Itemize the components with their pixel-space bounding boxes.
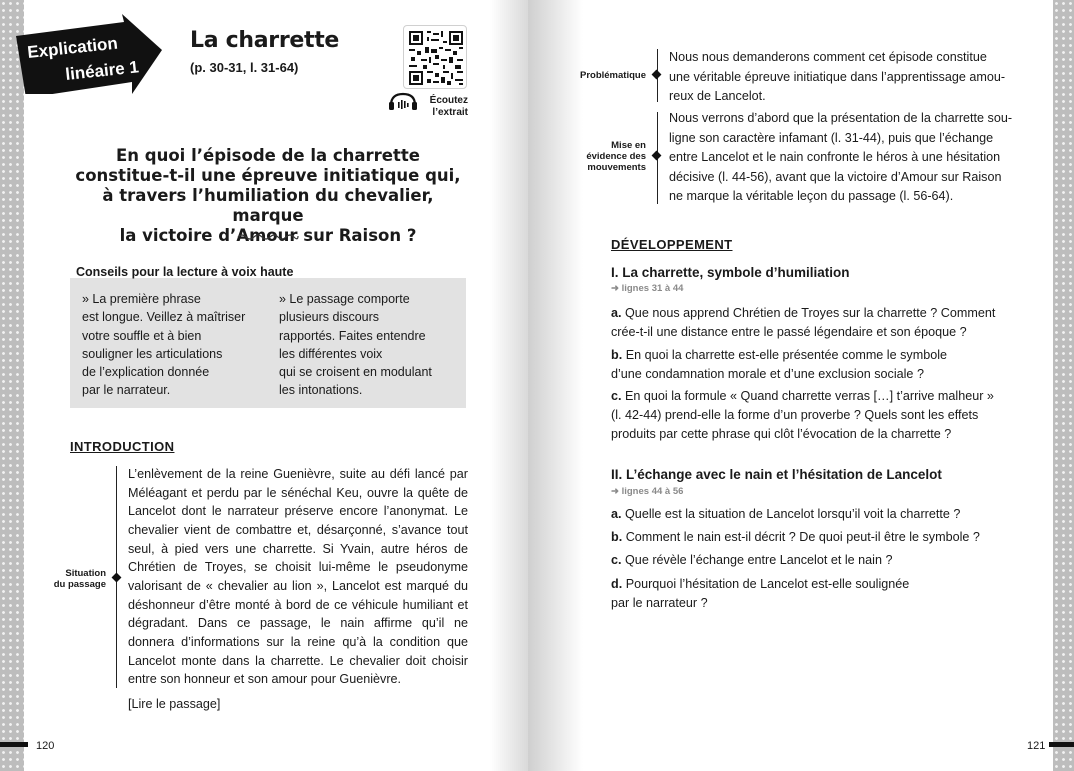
question-item — [611, 505, 1011, 524]
mouvements-line: Nous verrons d’abord que la présentation de la charrette sou- — [669, 111, 1013, 125]
right-margin-pattern — [1053, 0, 1074, 771]
question-letter: a. — [611, 306, 622, 320]
question-item — [611, 346, 1011, 384]
question-text: En quoi la charrette est-elle présentée comme le symbole — [625, 348, 948, 362]
question-line: En quoi l’épisode de la charrette — [116, 146, 420, 165]
page-number-left: 120 — [36, 740, 55, 752]
listen-caption-line2: l’extrait — [432, 107, 468, 118]
advice-line: les différentes voix — [279, 346, 383, 361]
situation-label-line2: du passage — [53, 579, 106, 590]
situation-label-line1: Situation — [65, 568, 106, 579]
footer-bar-right — [1049, 742, 1074, 747]
page-number-right: 121 — [1027, 740, 1046, 752]
mouvements-line: entre Lancelot et le nain confronte le héros à une hésitation — [669, 150, 1001, 164]
question-item — [611, 528, 1011, 547]
advice-line: de l’explication donnée — [82, 365, 210, 380]
question-letter: c. — [611, 553, 622, 567]
diamond-bullet — [652, 151, 662, 161]
problematique-label: Problématique — [580, 70, 646, 81]
diamond-bullet — [652, 70, 662, 80]
advice-title: Conseils pour la lecture à voix haute — [76, 265, 294, 279]
advice-line: » La première phrase — [82, 292, 201, 306]
advice-line: rapportés. Faites entendre — [279, 328, 426, 343]
question-text: Que révèle l’échange entre Lancelot et le nain ? — [625, 553, 893, 567]
banner-line2: linéaire 1 — [64, 57, 140, 84]
problematique-text — [669, 48, 1014, 107]
question-letter: c. — [611, 389, 622, 403]
advice-line: plusieurs discours — [279, 310, 380, 325]
situation-label — [40, 568, 106, 590]
mouvements-label-line: Mise en — [611, 140, 646, 151]
advice-column-1 — [82, 290, 272, 400]
advice-line: par le narrateur. — [82, 383, 171, 398]
question-item — [611, 551, 1011, 570]
mouvements-line: ne marque la véritable leçon du passage (l. 56-64). — [669, 189, 954, 203]
mouvements-label-line: mouvements — [587, 162, 646, 173]
problematique-line: reux de Lancelot. — [669, 89, 766, 103]
question-text: En quoi la formule « Quand charrette verras […] t’arrive malheur » — [625, 389, 994, 403]
mouvements-text — [669, 109, 1014, 207]
question-text: crée-t-il une distance entre le passé légendaire et son époque ? — [611, 325, 967, 339]
question-text: Quelle est la situation de Lancelot lorsqu’il voit la charrette ? — [625, 507, 961, 521]
qr-code[interactable] — [403, 25, 467, 89]
question-item — [611, 575, 1011, 613]
question-text: par le narrateur ? — [611, 596, 708, 610]
mouvements-label-line: évidence des — [586, 151, 646, 162]
diamond-bullet — [112, 573, 122, 583]
mouvements-label — [560, 140, 646, 173]
listen-caption[interactable] — [420, 95, 468, 119]
gutter-shadow-right — [528, 0, 583, 771]
question-letter: d. — [611, 577, 623, 591]
part2-lines-ref: ➜ lignes 44 à 56 — [611, 486, 684, 497]
introduction-text: L’enlèvement de la reine Guenièvre, suite au défi lancé par Méléagant et perdu par le sénéchal Keu, ouvre la quête de Lancelot dont le narrateur préserve encore l’anonymat. Le chevalier vient de combattre et, désarçonné, s’avance tout seul, à pied vers une charrette. Si Yvain, autre héros de Chrétien de Troyes, se choisit lui-même le pseudonyme valorisant de « chevalier au lion », Lancelot est marqué du déshonneur d’être monté à bord de ce véhicule humiliant et dégradant. Dans ce passage, le nain affirme qu’il ne donnera d’informations sur la reine qu’à la condition que Lancelot monte dans la charrette. Le chevalier doit choisir entre son honneur et son amour pour Guenièvre. — [128, 467, 468, 687]
headphones-icon — [388, 91, 418, 116]
question-letter: a. — [611, 507, 622, 521]
listen-caption-line1: Écoutez — [429, 95, 468, 106]
left-margin-pattern — [0, 0, 24, 771]
question-letter: b. — [611, 530, 623, 544]
advice-line: est longue. Veillez à maîtriser — [82, 310, 246, 325]
advice-column-2 — [279, 290, 464, 400]
question-text: Comment le nain est-il décrit ? De quoi peut-il être le symbole ? — [625, 530, 980, 544]
advice-line: votre souffle et à bien — [82, 328, 202, 343]
development-heading: DÉVELOPPEMENT — [611, 237, 733, 252]
page-title: La charrette — [190, 28, 340, 53]
question-line: la victoire d’Amour sur Raison ? — [119, 226, 417, 245]
advice-line: souligner les articulations — [82, 346, 223, 361]
question-item — [611, 304, 1011, 342]
part1-title: I. La charrette, symbole d’humiliation — [611, 265, 850, 280]
question-letter: b. — [611, 348, 623, 362]
part2-title: II. L’échange avec le nain et l’hésitation de Lancelot — [611, 467, 942, 482]
page-subtitle: (p. 30-31, l. 31-64) — [190, 60, 299, 75]
advice-line: les intonations. — [279, 383, 363, 398]
question-text: (l. 42-44) prend-elle la forme d’un proverbe ? Quels sont les effets — [611, 408, 979, 422]
footer-bar-left — [0, 742, 28, 747]
mouvements-line: ligne son caractère infamant (l. 31-44), puis que l’échange — [669, 130, 994, 145]
question-item — [611, 387, 1011, 444]
gutter-shadow-left — [490, 0, 528, 771]
problematique-line: Nous nous demanderons comment cet épisode constitue — [669, 50, 987, 64]
question-text: Pourquoi l’hésitation de Lancelot est-elle soulignée — [625, 577, 910, 591]
read-passage-note: [Lire le passage] — [128, 697, 221, 711]
advice-line: qui se croisent en modulant — [279, 365, 432, 380]
section-banner — [14, 14, 164, 94]
question-text: produits par cette phrase qui clôt l’évocation de la charrette ? — [611, 427, 952, 441]
introduction-heading: INTRODUCTION — [70, 439, 175, 454]
tilde-divider — [236, 228, 300, 246]
question-text: d’une condamnation morale et d’une exclusion sociale ? — [611, 367, 924, 381]
banner-line1: Explication — [26, 33, 119, 62]
question-line: à travers l’humiliation du chevalier, marque — [102, 186, 434, 225]
mouvements-line: décisive (l. 44-56), avant que la victoire d’Amour sur Raison — [669, 169, 1002, 184]
question-text: Que nous apprend Chrétien de Troyes sur la charrette ? Comment — [625, 306, 996, 320]
part1-lines-ref: ➜ lignes 31 à 44 — [611, 283, 684, 294]
advice-line: » Le passage comporte — [279, 292, 410, 306]
question-line: constitue-t-il une épreuve initiatique qui, — [75, 166, 461, 185]
problematique-line: une véritable épreuve initiatique dans l’apprentissage amou- — [669, 69, 1006, 84]
